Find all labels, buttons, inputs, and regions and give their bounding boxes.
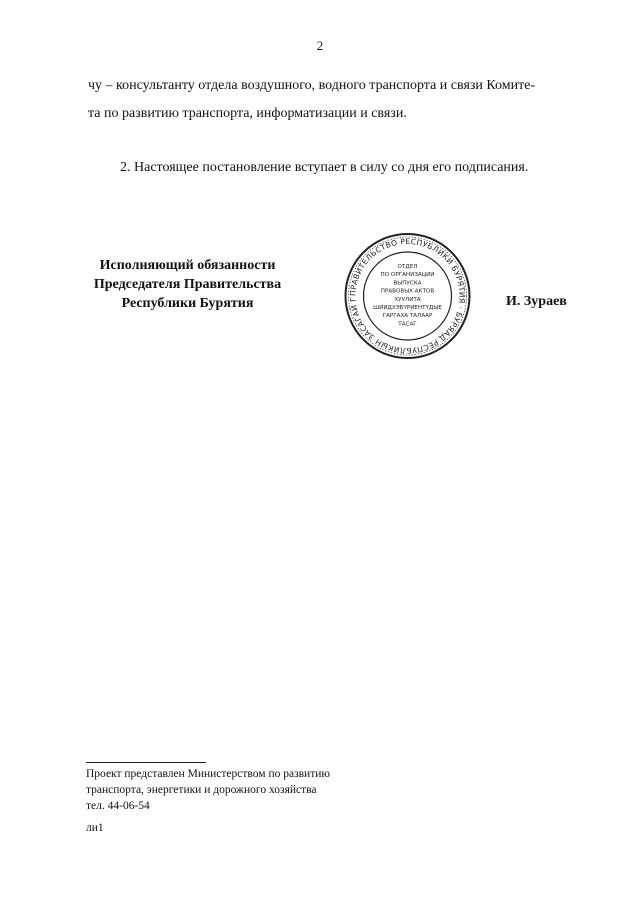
signatory-name: И. Зураев <box>506 294 567 309</box>
seal-center-line: ТАСАГ <box>398 321 417 328</box>
footnote-line: ли1 <box>86 822 104 834</box>
seal-ring-text: ПРАВИТЕЛЬСТВО РЕСПУБЛИКИ БУРЯТИЯ · БУРЯАД РЕСПУБЛИКЫН ЗАСАГАЙ Г <box>348 236 467 356</box>
footnote-line: Проект представлен Министерством по развитию <box>86 768 330 780</box>
seal-center-line: ШИИДХЭБҮРИЕНТҮДЫЕ <box>373 305 442 311</box>
seal-center-text <box>373 264 442 327</box>
seal-center-line: ХУУЛИТА <box>394 296 421 303</box>
page-number: 2 <box>316 38 324 53</box>
signatory-title-line: Председателя Правительства <box>93 277 282 292</box>
footnote-line: транспорта, энергетики и дорожного хозяйства <box>86 784 317 796</box>
seal-center-line: ОТДЕЛ <box>397 264 418 270</box>
signatory-title <box>75 256 300 313</box>
signatory-title-line: Республики Бурятия <box>121 296 254 311</box>
seal-center-line: ГАРГАХА ТАЛААР <box>382 313 433 320</box>
footnote-line: тел. 44-06-54 <box>86 800 150 812</box>
seal-center-line: ВЫПУСКА <box>393 280 422 287</box>
official-seal <box>340 232 475 360</box>
body-text-line: чу – консультанту отдела воздушного, водного транспорта и связи Комите- <box>88 78 536 93</box>
seal-center-line: ПРАВОВЫХ АКТОВ <box>380 288 435 295</box>
footnote-divider <box>86 762 206 763</box>
body-text-line: 2. Настоящее постановление вступает в силу со дня его подписания. <box>120 160 529 175</box>
official-seal-graphic <box>340 232 475 360</box>
signatory-title-line: Исполняющий обязанности <box>99 258 276 273</box>
body-text-line: та по развитию транспорта, информатизации и связи. <box>88 106 407 121</box>
seal-center-line: ПО ОРГАНИЗАЦИИ <box>380 272 435 279</box>
